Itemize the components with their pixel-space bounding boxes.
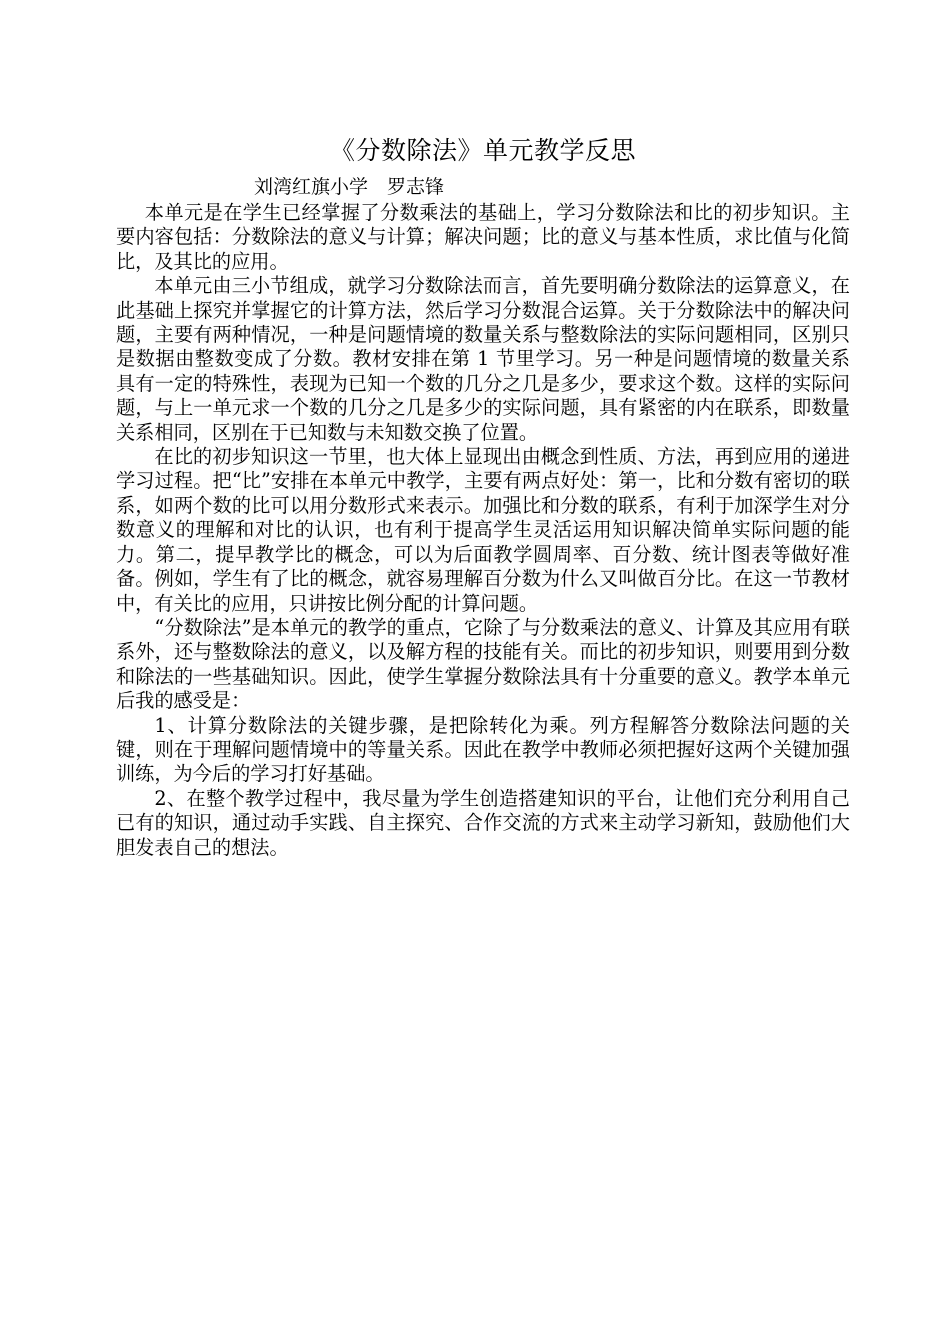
paragraph-point-2: 2、在整个教学过程中，我尽量为学生创造搭建知识的平台，让他们充分利用自己已有的知识，通过动手实践、自主探究、合作交流的方式来主动学习新知，鼓励他们大胆发表自己的想法。: [116, 786, 850, 859]
paragraph-focus: “分数除法”是本单元的教学的重点，它除了与分数乘法的意义、计算及其应用有联系外，还与整数除法的意义，以及解方程的技能有关。而比的初步知识，则要用到分数和除法的一些基础知识。因此，使学生掌握分数除法具有十分重要的意义。教学本单元后我的感受是：: [116, 615, 850, 713]
document-title: 《分数除法》单元教学反思: [329, 136, 636, 165]
paragraph-point-1: 1、计算分数除法的关键步骤，是把除转化为乘。列方程解答分数除法问题的关键，则在于理解问题情境中的等量关系。因此在教学中教师必须把握好这两个关键加强训练，为今后的学习打好基础。: [116, 713, 850, 786]
paragraph-structure: 本单元由三小节组成，就学习分数除法而言，首先要明确分数除法的运算意义，在此基础上探究并掌握它的计算方法，然后学习分数混合运算。关于分数除法中的解决问题，主要有两种情况，一种是问题情境的数量关系与整数除法的实际问题相同，区别只是数据由整数变成了分数。教材安排在第 1 节里学习。另一种是问题情境的数量关系具有一定的特殊性，表现为已知一个数的几分之几是多少，要求这个数。这样的实际问题，与上一单元求一个数的几分之几是多少的实际问题，具有紧密的内在联系，即数量关系相同，区别在于已知数与未知数交换了位置。: [116, 274, 850, 444]
paragraph-intro: 本单元是在学生已经掌握了分数乘法的基础上，学习分数除法和比的初步知识。主要内容包括：分数除法的意义与计算；解决问题；比的意义与基本性质，求比值与化简比，及其比的应用。: [116, 201, 850, 273]
document-body: [116, 201, 850, 860]
author-line: 刘湾红旗小学 罗志锋: [254, 176, 445, 198]
paragraph-ratio: 在比的初步知识这一节里，也大体上显现出由概念到性质、方法，再到应用的递进学习过程。把“比”安排在本单元中教学，主要有两点好处：第一，比和分数有密切的联系，如两个数的比可以用分数形式来表示。加强比和分数的联系，有利于加深学生对分数意义的理解和对比的认识，也有利于提高学生灵活运用知识解决简单实际问题的能力。第二，提早教学比的概念，可以为后面教学圆周率、百分数、统计图表等做好准备。例如，学生有了比的概念，就容易理解百分数为什么又叫做百分比。在这一节教材中，有关比的应用，只讲按比例分配的计算问题。: [116, 445, 850, 615]
